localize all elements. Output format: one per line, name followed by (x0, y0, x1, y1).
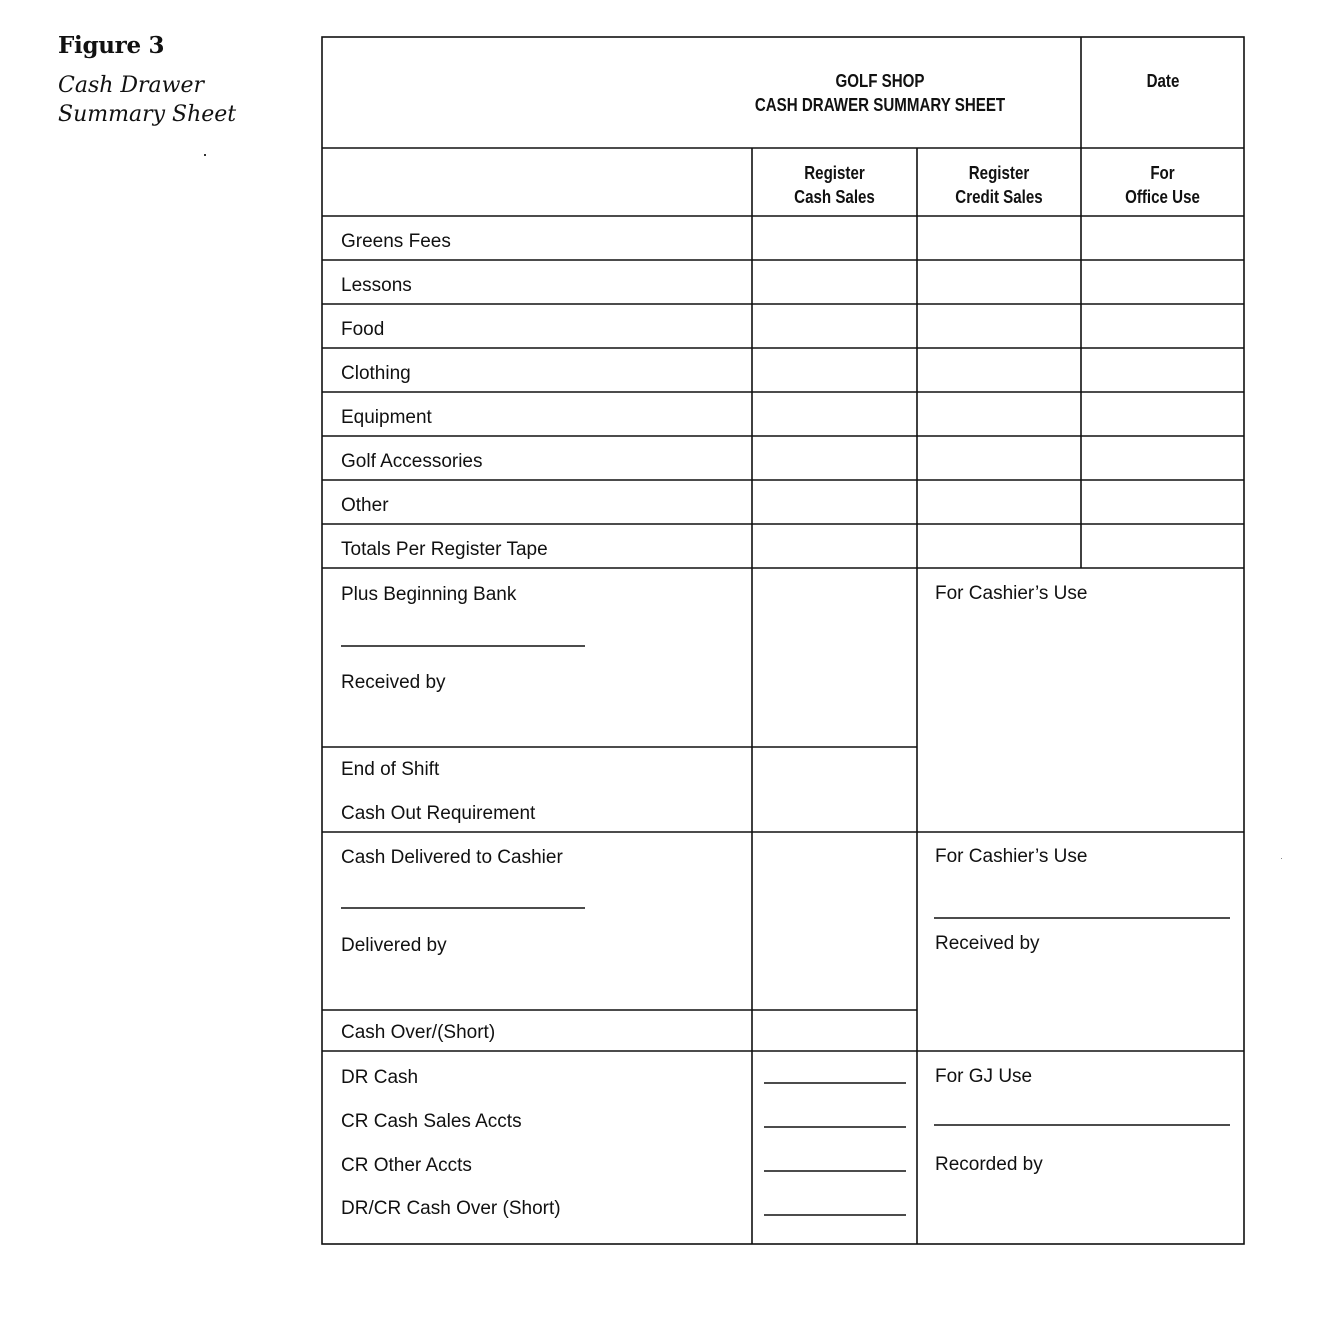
col-header-cash-line2: Cash Sales (794, 187, 875, 207)
end-of-shift-label: End of Shift (341, 759, 440, 780)
row-label-equipment: Equipment (341, 407, 432, 428)
cr-cash-sales-label: CR Cash Sales Accts (341, 1111, 522, 1132)
form-border (322, 37, 1244, 1244)
col-header-cash-line1: Register (804, 163, 865, 183)
form-title (746, 69, 1015, 117)
col-header-cash-sales (765, 161, 904, 209)
col-header-office-use (1094, 161, 1231, 209)
recorded-by-label: Recorded by (935, 1154, 1043, 1175)
cr-other-accts-label: CR Other Accts (341, 1155, 472, 1176)
beginning-bank-label: Plus Beginning Bank (341, 584, 517, 605)
col-header-office-line2: Office Use (1125, 187, 1200, 207)
form-grid-lines (322, 37, 1244, 1244)
col-header-credit-sales (930, 161, 1068, 209)
cash-over-short-label: Cash Over/(Short) (341, 1022, 496, 1043)
row-label-other: Other (341, 495, 389, 516)
form-title-line2: CASH DRAWER SUMMARY SHEET (754, 95, 1006, 115)
beginning-bank-received-by: Received by (341, 672, 446, 693)
drcr-over-short-label: DR/CR Cash Over (Short) (341, 1198, 561, 1219)
delivered-by-label: Delivered by (341, 935, 447, 956)
row-label-golf-accessories: Golf Accessories (341, 451, 483, 472)
cash-out-requirement-label: Cash Out Requirement (341, 803, 536, 824)
cashier-use-label-2: For Cashier’s Use (935, 846, 1088, 867)
row-label-clothing: Clothing (341, 363, 411, 384)
cashier-use-label-1: For Cashier’s Use (935, 583, 1088, 604)
figure-subtitle-line1: Cash Drawer (58, 73, 205, 98)
row-label-food: Food (341, 319, 385, 340)
col-header-credit-line1: Register (968, 163, 1030, 183)
date-label: Date (1146, 71, 1180, 91)
row-label-greens-fees: Greens Fees (341, 231, 451, 252)
figure-subtitle-line2: Summary Sheet (58, 102, 237, 127)
cash-delivered-label: Cash Delivered to Cashier (341, 847, 563, 868)
col-header-office-line1: For (1150, 163, 1175, 183)
gj-use-label: For GJ Use (935, 1066, 1033, 1087)
dr-cash-label: DR Cash (341, 1067, 419, 1088)
row-label-totals: Totals Per Register Tape (341, 539, 548, 560)
cashier-received-by-label: Received by (935, 933, 1040, 954)
form-title-line1: GOLF SHOP (835, 71, 925, 91)
col-header-credit-line2: Credit Sales (955, 187, 1043, 207)
figure-label: Figure 3 (58, 32, 165, 59)
row-label-lessons: Lessons (341, 275, 412, 296)
